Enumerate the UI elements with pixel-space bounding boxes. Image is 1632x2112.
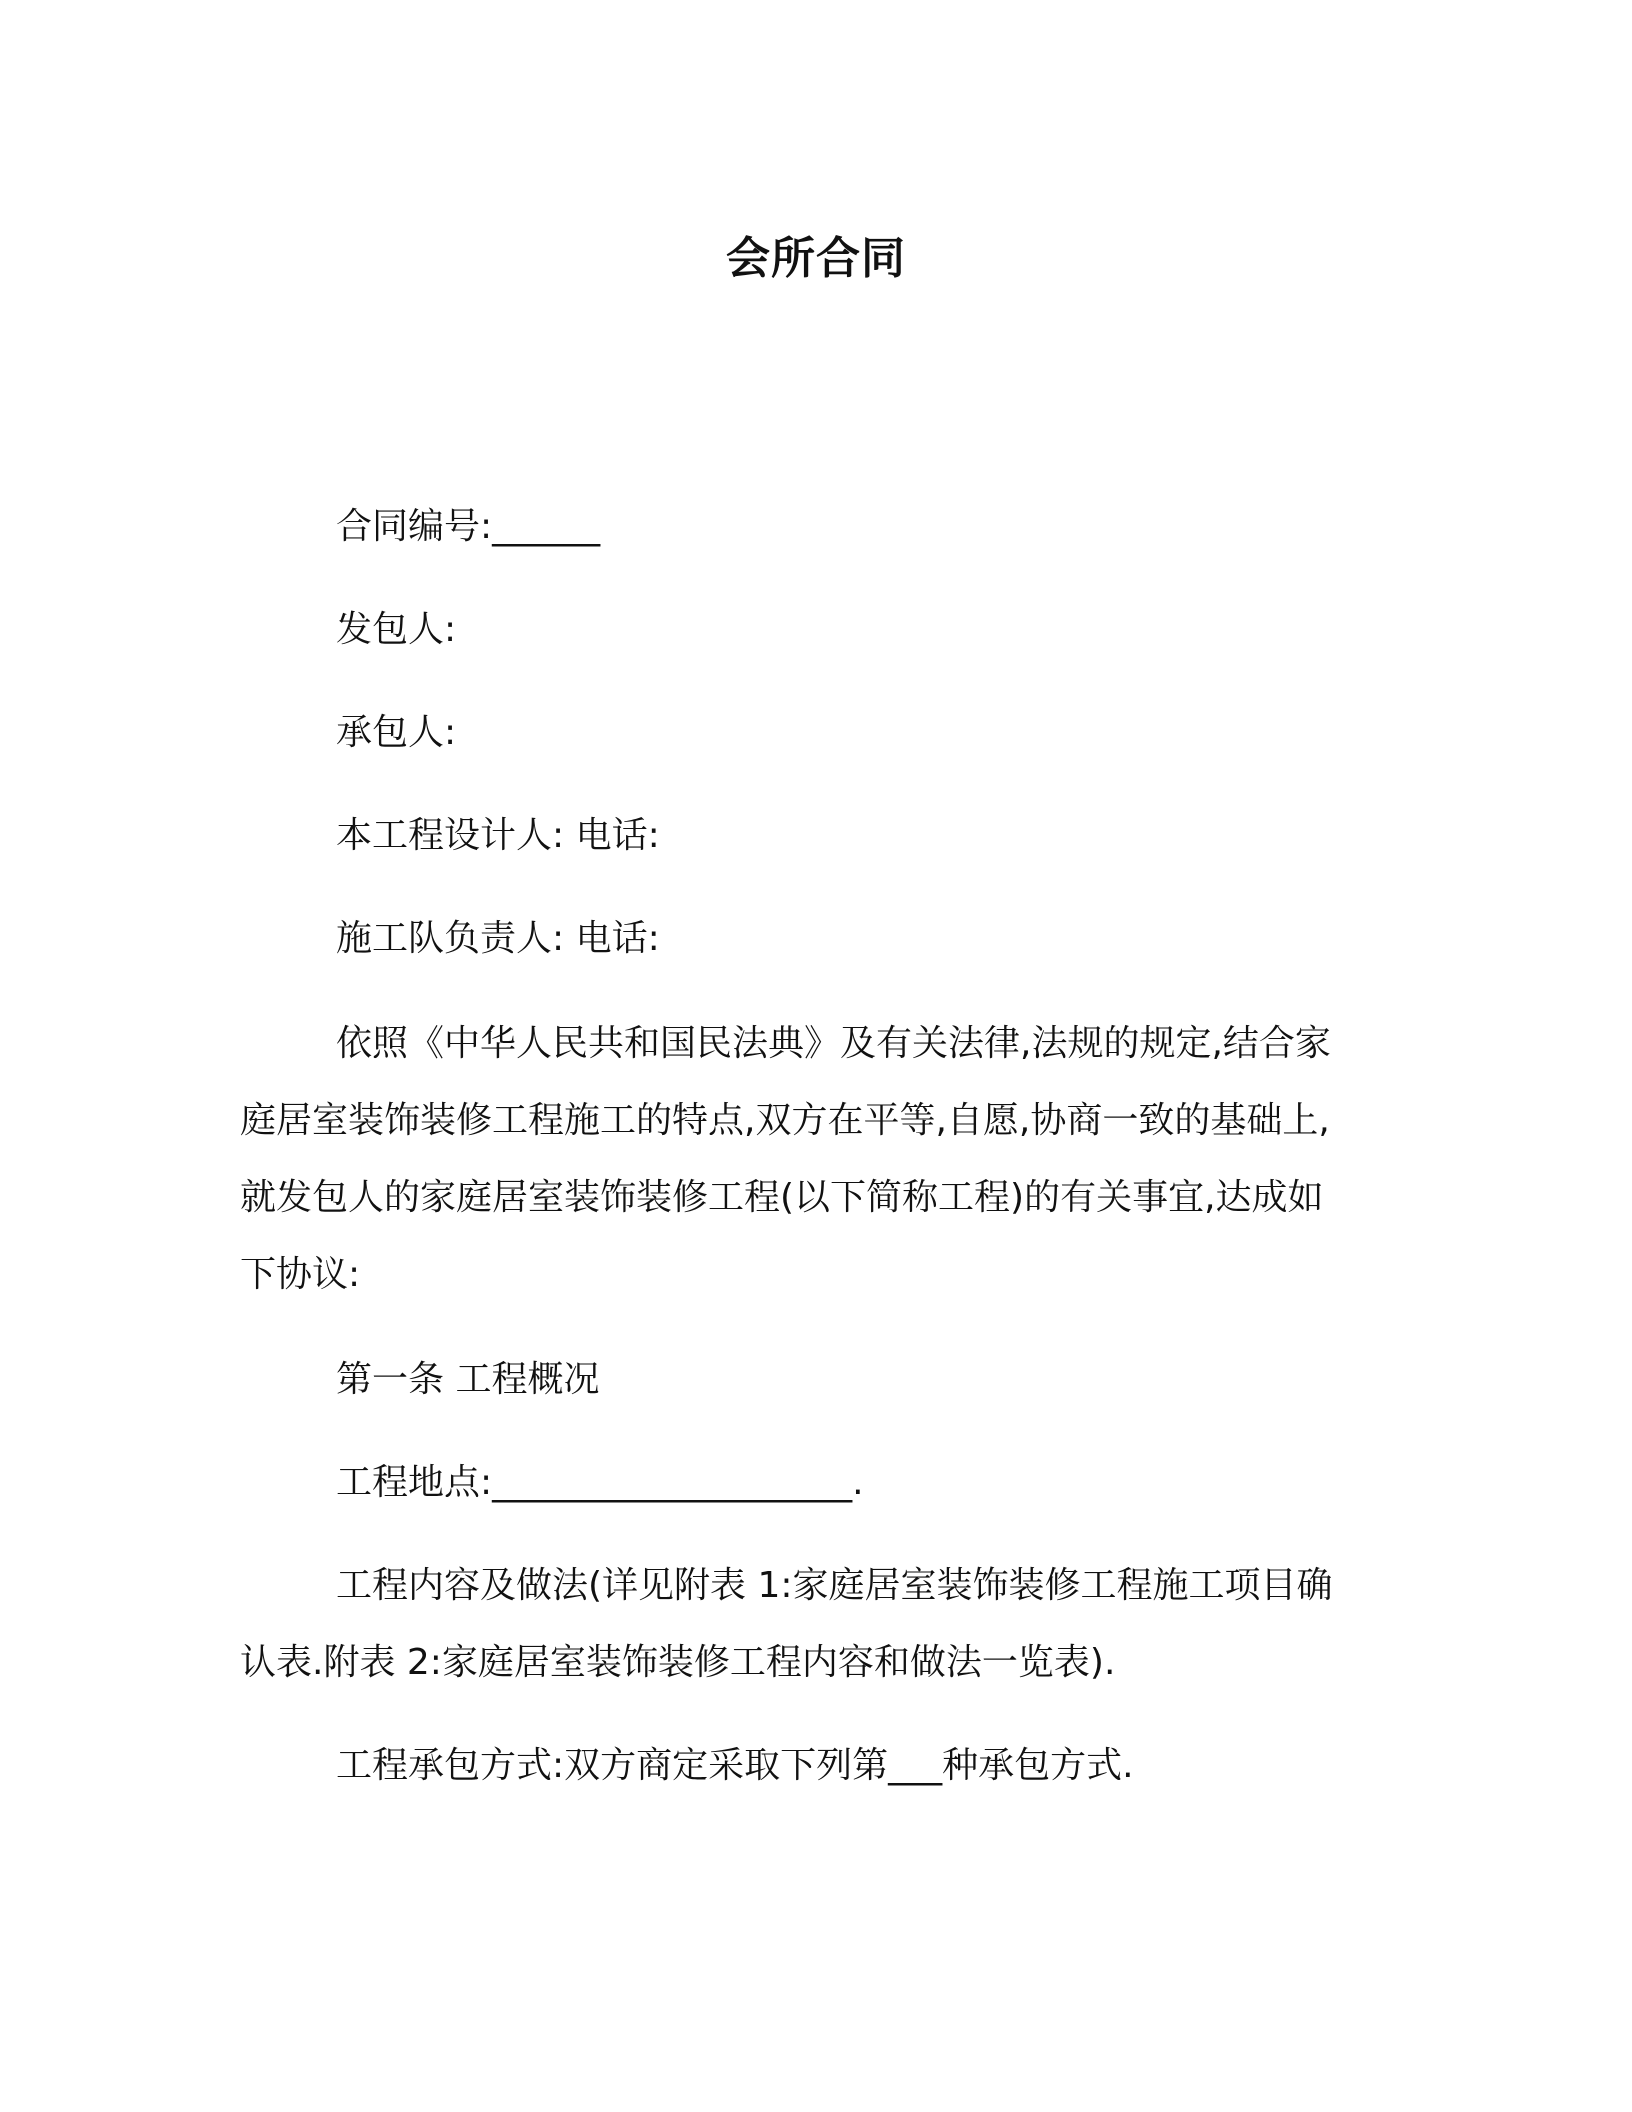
designer-field: 本工程设计人: 电话: [336,815,660,856]
contractor-field: 承包人: [336,712,457,753]
preamble-line: 依照《中华人民共和国民法典》及有关法律,法规的规定,结合家 [336,1023,1331,1064]
preamble-line: 就发包人的家庭居室装饰装修工程(以下简称工程)的有关事宜,达成如 [240,1177,1324,1218]
project-location-field: 工程地点:____________________. [336,1462,864,1503]
project-content-paragraph [240,1547,1360,1701]
preamble-line: 下协议: [240,1254,361,1295]
content-line: 工程内容及做法(详见附表 1:家庭居室装饰装修工程施工项目确 [336,1565,1333,1606]
preamble-line: 庭居室装饰装修工程施工的特点,双方在平等,自愿,协商一致的基础上, [240,1100,1330,1141]
content-line: 认表.附表 2:家庭居室装饰装修工程内容和做法一览表). [240,1642,1116,1683]
contract-number-field: 合同编号:______ [336,506,601,547]
document-title: 会所合同 [726,233,906,284]
employer-field: 发包人: [336,609,457,650]
team-leader-field: 施工队负责人: 电话: [336,918,660,959]
preamble-paragraph [240,1005,1360,1313]
article-1-heading: 第一条 工程概况 [336,1359,600,1400]
contract-method-field: 工程承包方式:双方商定采取下列第___种承包方式. [336,1745,1134,1786]
